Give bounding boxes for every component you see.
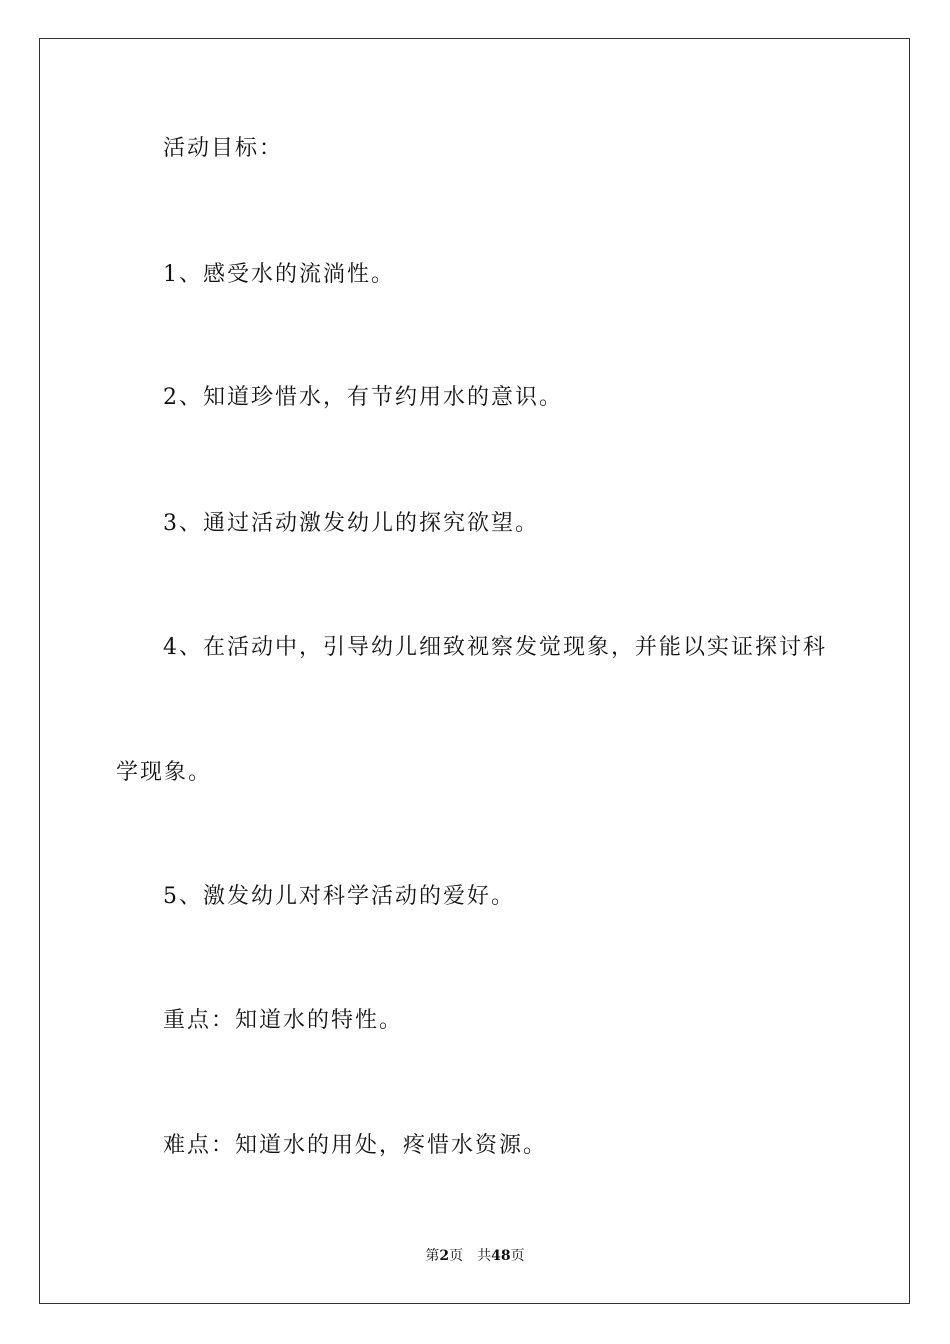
- page-prefix: 第: [425, 1248, 440, 1264]
- total-pages: 48: [491, 1248, 511, 1264]
- goal-item-1: 1、感受水的流淌性。: [163, 262, 395, 287]
- goal-item-4-continued: 学现象。: [116, 760, 213, 785]
- goal-item-5: 5、激发幼儿对科学活动的爱好。: [163, 884, 515, 909]
- page-frame: [39, 38, 910, 1304]
- goal-item-3: 3、通过活动激发幼儿的探究欲望。: [163, 511, 539, 536]
- goal-item-2: 2、知道珍惜水，有节约用水的意识。: [163, 385, 563, 410]
- section-heading-goals: 活动目标：: [163, 136, 284, 161]
- page-number: 2: [439, 1248, 450, 1264]
- total-suffix: 页: [510, 1248, 525, 1264]
- page-suffix: 页: [449, 1248, 464, 1264]
- difficult-point: 难点：知道水的用处，疼惜水资源。: [163, 1133, 548, 1158]
- key-point: 重点：知道水的特性。: [163, 1008, 404, 1033]
- page-footer: [0, 1246, 950, 1266]
- total-prefix: 共: [477, 1248, 492, 1264]
- goal-item-4: 4、在活动中，引导幼儿细致视察发觉现象，并能以实证探讨科: [163, 635, 827, 660]
